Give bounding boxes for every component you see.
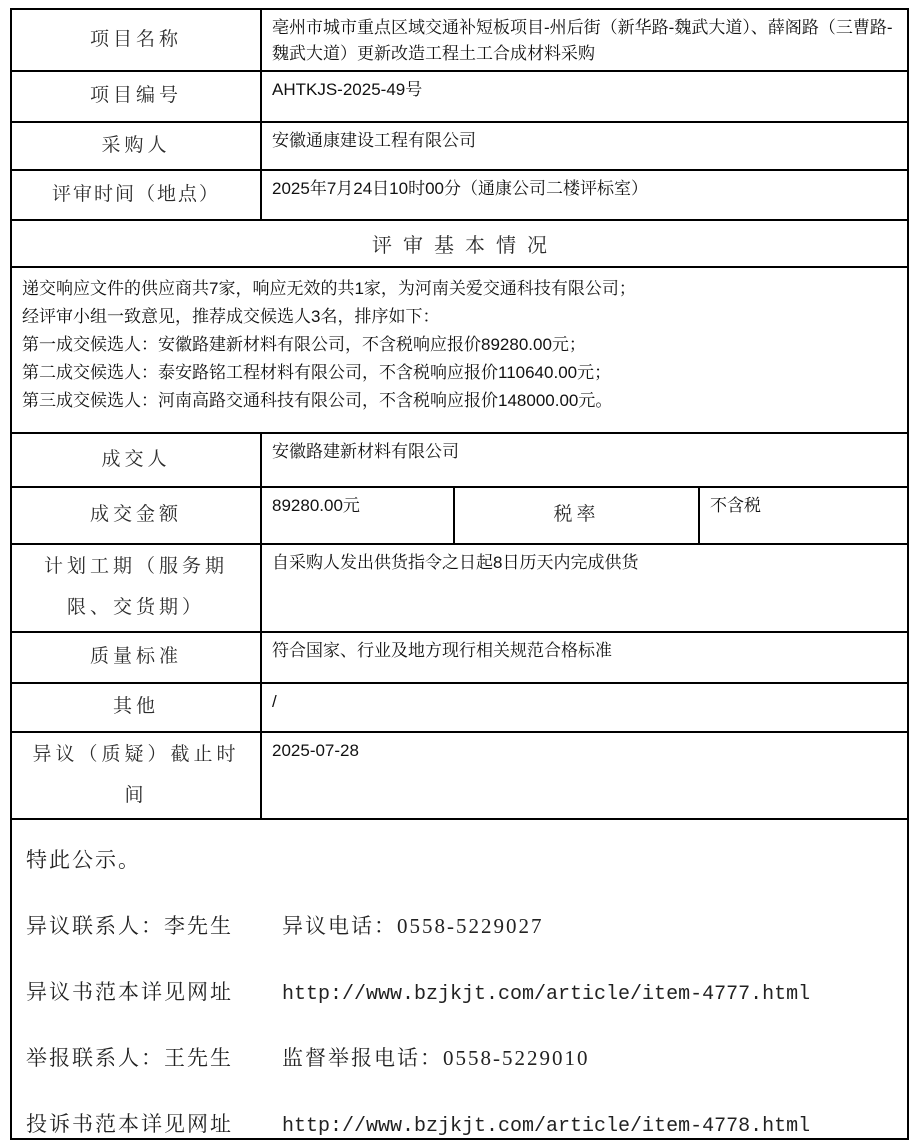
row-project-number — [11, 71, 908, 122]
review-line: 第三成交候选人：河南高路交通科技有限公司，不含税响应报价148000.00元。 — [22, 391, 613, 410]
announcement-table — [10, 8, 909, 1140]
row-footer — [11, 819, 908, 1139]
review-line: 第二成交候选人：泰安路铭工程材料有限公司，不含税响应报价110640.00元； — [22, 363, 612, 382]
complaint-template-url: http://www.bzjkjt.com/article/item-4778.html — [282, 1115, 811, 1139]
row-amount — [11, 487, 908, 544]
project-name-value: 亳州市城市重点区域交通补短板项目-州后街（新华路-魏武大道）、薛阁路（三曹路-魏武大道）更新改造工程土工合成材料采购 — [261, 9, 908, 71]
objection-deadline-label: 异议（质疑）截止时间 — [11, 732, 261, 820]
row-review-time-place — [11, 170, 908, 220]
row-review-summary — [11, 267, 908, 433]
project-name-label: 项目名称 — [11, 9, 261, 71]
section-header-review-basic-info: 评审基本情况 — [11, 220, 908, 267]
footer-line-objection-contact — [26, 910, 893, 940]
review-line: 经评审小组一致意见，推荐成交候选人3名，排序如下： — [22, 307, 440, 326]
tax-rate-label: 税率 — [454, 487, 699, 544]
row-other — [11, 683, 908, 732]
purchaser-value: 安徽通康建设工程有限公司 — [261, 122, 908, 170]
report-contact-label: 举报联系人：王先生 — [26, 1046, 233, 1071]
complaint-template-label: 投诉书范本详见网址 — [26, 1112, 233, 1137]
other-value: / — [261, 683, 908, 732]
footer-line-objection-template-url — [26, 976, 893, 1006]
objection-template-url: http://www.bzjkjt.com/article/item-4777.html — [282, 983, 811, 1007]
row-project-name — [11, 9, 908, 71]
schedule-value: 自采购人发出供货指令之日起8日历天内完成供货 — [261, 544, 908, 632]
objection-deadline-value: 2025-07-28 — [261, 732, 908, 820]
footer-line-report-contact — [26, 1042, 893, 1072]
objection-contact-label: 异议联系人：李先生 — [26, 914, 233, 939]
amount-label: 成交金额 — [11, 487, 261, 544]
row-objection-deadline — [11, 732, 908, 820]
notice-text: 特此公示。 — [26, 848, 141, 873]
quality-standard-label: 质量标准 — [11, 632, 261, 683]
winner-value: 安徽路建新材料有限公司 — [261, 433, 908, 487]
review-line: 第一成交候选人：安徽路建新材料有限公司，不含税响应报价89280.00元； — [22, 335, 586, 354]
row-winner — [11, 433, 908, 487]
footer — [11, 819, 908, 1139]
row-purchaser — [11, 122, 908, 170]
review-summary — [11, 267, 908, 433]
review-time-place-value: 2025年7月24日10时00分（通康公司二楼评标室） — [261, 170, 908, 220]
other-label: 其他 — [11, 683, 261, 732]
footer-line-complaint-template-url — [26, 1108, 893, 1138]
quality-standard-value: 符合国家、行业及地方现行相关规范合格标准 — [261, 632, 908, 683]
purchaser-label: 采购人 — [11, 122, 261, 170]
review-time-place-label: 评审时间（地点） — [11, 170, 261, 220]
amount-value: 89280.00元 — [261, 487, 454, 544]
objection-phone: 异议电话：0558-5229027 — [282, 914, 544, 939]
review-line: 递交响应文件的供应商共7家，响应无效的共1家，为河南关爱交通科技有限公司； — [22, 279, 636, 298]
objection-template-label: 异议书范本详见网址 — [26, 980, 233, 1005]
row-section-header — [11, 220, 908, 267]
tax-rate-value: 不含税 — [699, 487, 908, 544]
row-quality-standard — [11, 632, 908, 683]
row-schedule — [11, 544, 908, 632]
schedule-label: 计划工期（服务期限、交货期） — [11, 544, 261, 632]
project-number-label: 项目编号 — [11, 71, 261, 122]
winner-label: 成交人 — [11, 433, 261, 487]
project-number-value: AHTKJS-2025-49号 — [261, 71, 908, 122]
report-phone: 监督举报电话：0558-5229010 — [282, 1046, 590, 1071]
